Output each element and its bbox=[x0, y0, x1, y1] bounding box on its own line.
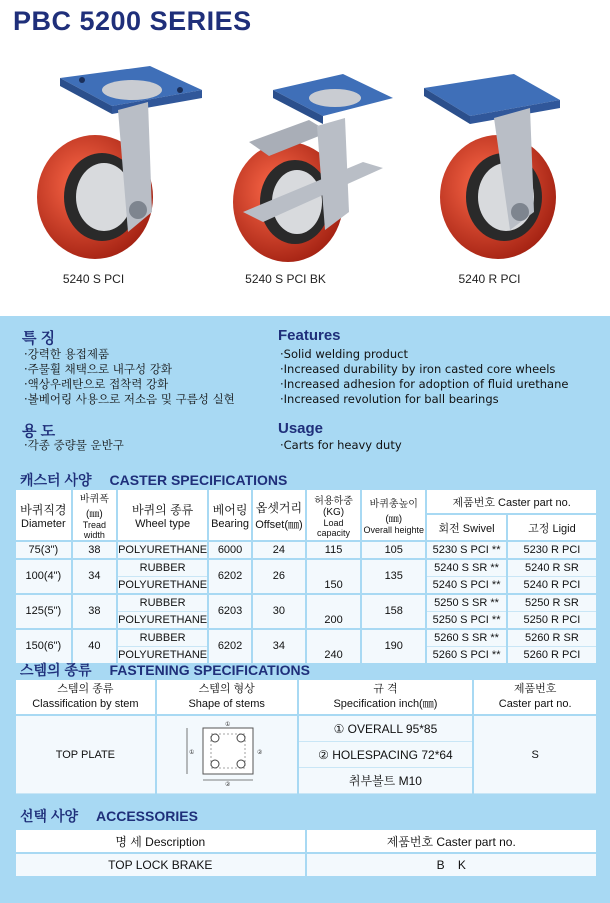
list-item: ·볼베어링 사용으로 저소음 및 구름성 실현 bbox=[24, 392, 235, 406]
list-item: ·강력한 용접제품 bbox=[24, 347, 110, 361]
table-row: POLYURETHANE 5240 S PCI ** 5240 R PCI bbox=[16, 577, 597, 595]
product-caption-brake: 5240 S PCI BK bbox=[245, 272, 326, 286]
accessory-description: TOP LOCK BRAKE bbox=[16, 853, 306, 877]
accessories-title: 선택 사양 ACCESSORIES bbox=[20, 808, 198, 824]
rigid-caster-icon bbox=[410, 62, 595, 262]
table-row: POLYURETHANE 5250 S PCI ** 5250 R PCI bbox=[16, 612, 597, 630]
features-en-title: Features bbox=[278, 327, 341, 344]
usage-en-list bbox=[280, 438, 402, 453]
spec-overall: ① OVERALL 95*85 bbox=[298, 715, 474, 742]
header-offset: 옵셋거리 Offset(㎜) bbox=[252, 490, 306, 541]
table-row: 150(6") 40 RUBBER 6202 34 240 190 5260 S SR ** 5260 R SR bbox=[16, 629, 597, 647]
accessories-table bbox=[16, 830, 598, 878]
list-item: ·Increased durability by iron casted core wheels bbox=[280, 362, 556, 376]
header-caster-part: 제품번호 Caster part no. bbox=[473, 680, 597, 715]
svg-text:①: ① bbox=[224, 721, 231, 728]
list-item: ·Increased adhesion for adoption of fluid urethane bbox=[280, 377, 569, 391]
svg-text:②: ② bbox=[224, 781, 231, 786]
features-en-list bbox=[280, 347, 568, 407]
header-swivel: 회전 Swivel bbox=[426, 514, 507, 541]
list-item: ·Carts for heavy duty bbox=[280, 438, 402, 452]
caster-spec-title: 캐스터 사양 CASTER SPECIFICATIONS bbox=[20, 472, 288, 488]
fastening-spec-table bbox=[16, 680, 598, 794]
usage-kr-title: 용 도 bbox=[22, 423, 56, 440]
header-height: 바퀴총높이(㎜) Overall heighte bbox=[361, 490, 426, 541]
spec-holespacing: ② HOLESPACING 72*64 bbox=[298, 742, 474, 768]
table-row: POLYURETHANE 5260 S PCI ** 5260 R PCI bbox=[16, 647, 597, 665]
header-part-no: 제품번호 Caster part no. bbox=[426, 490, 597, 514]
header-specification: 규 격 Specification inch(㎜) bbox=[298, 680, 474, 715]
accessory-part: B K bbox=[306, 853, 597, 877]
caster-spec-table bbox=[16, 490, 598, 665]
caster-part-value: S bbox=[473, 715, 597, 794]
header-load: 허용하중(KG) Load capacity bbox=[306, 490, 361, 541]
header-classification: 스템의 종류 Classification by stem bbox=[16, 680, 156, 715]
list-item: ·주물휠 채택으로 내구성 강화 bbox=[24, 362, 172, 376]
product-caption-rigid: 5240 R PCI bbox=[458, 272, 521, 286]
header-shape: 스템의 형상 Shape of stems bbox=[156, 680, 298, 715]
classification-value: TOP PLATE bbox=[16, 715, 156, 794]
usage-en-title: Usage bbox=[278, 420, 324, 437]
table-row: 125(5") 38 RUBBER 6203 30 200 158 5250 S SR ** 5250 R SR bbox=[16, 594, 597, 612]
header-bearing: 베어링 Bearing bbox=[208, 490, 252, 541]
table-row bbox=[16, 715, 597, 742]
list-item: ·Solid welding product bbox=[280, 347, 408, 361]
header-wheel: 바퀴의 종류 Wheel type bbox=[117, 490, 208, 541]
features-kr-list bbox=[24, 347, 235, 407]
svg-text:①: ① bbox=[188, 749, 195, 756]
features-kr-title: 특 징 bbox=[22, 330, 56, 347]
top-plate-diagram-icon bbox=[156, 715, 298, 794]
header-description: 명 세 Description bbox=[16, 830, 306, 853]
spec-bolt: 취부볼트 M10 bbox=[298, 768, 474, 794]
svg-text:②: ② bbox=[256, 749, 263, 756]
page-title: PBC 5200 SERIES bbox=[13, 6, 252, 36]
header-diameter: 바퀴직경 Diameter bbox=[16, 490, 72, 541]
header-tread: 바퀴폭(㎜) Tread width bbox=[72, 490, 117, 541]
product-caption-swivel: 5240 S PCI bbox=[62, 272, 125, 286]
list-item: ·액상우레탄으로 접착력 강화 bbox=[24, 377, 169, 391]
header-rigid: 고정 Ligid bbox=[507, 514, 597, 541]
header-accessory-part: 제품번호 Caster part no. bbox=[306, 830, 597, 853]
usage-kr-list bbox=[24, 438, 124, 453]
table-row bbox=[16, 853, 597, 877]
swivel-caster-brake-icon bbox=[213, 62, 398, 262]
list-item: ·각종 중량물 운반구 bbox=[24, 438, 124, 452]
fastening-spec-title: 스템의 종류 FASTENING SPECIFICATIONS bbox=[20, 662, 310, 678]
swivel-caster-icon bbox=[20, 62, 205, 262]
list-item: ·Increased revolution for ball bearings bbox=[280, 392, 499, 406]
table-row: 75(3") 38 POLYURETHANE 6000 24 115 105 5230 S PCI ** 5230 R PCI bbox=[16, 541, 597, 559]
table-row: 100(4") 34 RUBBER 6202 26 150 135 5240 S SR ** 5240 R SR bbox=[16, 559, 597, 577]
